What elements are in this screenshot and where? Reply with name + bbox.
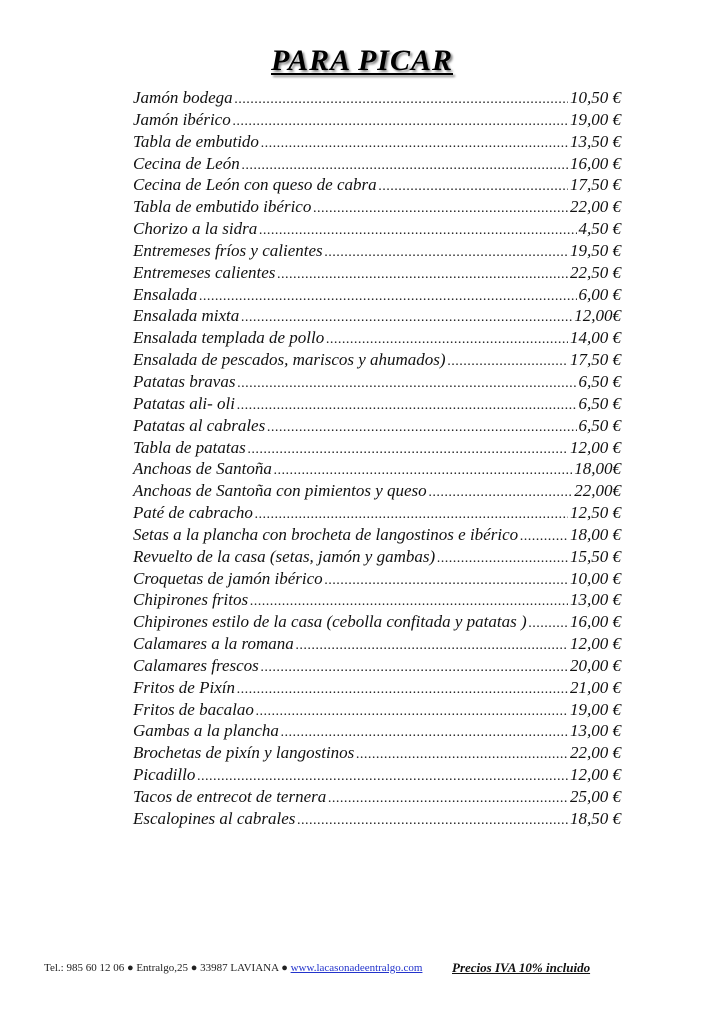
dot-leader bbox=[261, 656, 568, 676]
menu-item-price: 19,50 € bbox=[570, 240, 621, 260]
iva-note: Precios IVA 10% incluido bbox=[452, 960, 591, 975]
menu-item-name: Cecina de León con queso de cabra bbox=[133, 175, 377, 195]
menu-item bbox=[133, 350, 621, 372]
menu-item-price: 18,00 € bbox=[570, 524, 621, 544]
menu-item-price: 6,50 € bbox=[578, 415, 621, 435]
dot-leader bbox=[379, 175, 568, 195]
dot-leader bbox=[529, 612, 568, 632]
dot-leader bbox=[261, 132, 568, 152]
menu-item-name: Ensalada templada de pollo bbox=[133, 328, 325, 348]
menu-item bbox=[133, 306, 621, 328]
menu-item-name: Fritos de bacalao bbox=[133, 699, 254, 719]
dot-leader bbox=[325, 241, 568, 261]
dot-leader bbox=[241, 306, 572, 326]
contact-info: Tel.: 985 60 12 06 ● Entralgo,25 ● 33987 LAVIANA ● bbox=[44, 962, 291, 974]
website-link[interactable]: www.lacasonadeentralgo.com bbox=[290, 962, 423, 974]
menu-item-name: Tabla de patatas bbox=[133, 437, 246, 457]
menu-item bbox=[133, 678, 621, 700]
dot-leader bbox=[328, 787, 568, 807]
menu-item bbox=[133, 656, 621, 678]
dot-leader bbox=[255, 503, 568, 523]
menu-item-price: 22,00€ bbox=[574, 481, 621, 501]
menu-item-price: 22,50 € bbox=[570, 262, 621, 282]
menu-item-name: Ensalada de pescados, mariscos y ahumados) bbox=[133, 350, 446, 370]
dot-leader bbox=[437, 547, 568, 567]
menu-item-price: 12,50 € bbox=[570, 503, 621, 523]
dot-leader bbox=[197, 765, 568, 785]
menu-item-name: Tacos de entrecot de ternera bbox=[133, 787, 327, 806]
menu-item-name: Entremeses calientes bbox=[133, 262, 276, 282]
menu-item-price: 12,00€ bbox=[574, 306, 621, 326]
menu-item-name: Fritos de Pixín bbox=[133, 677, 235, 697]
menu-item-name: Ensalada mixta bbox=[133, 306, 240, 326]
dot-leader bbox=[233, 110, 568, 130]
footer-contact bbox=[44, 962, 422, 974]
dot-leader bbox=[256, 700, 568, 720]
menu-item bbox=[133, 459, 621, 481]
dot-leader bbox=[235, 88, 568, 108]
dot-leader bbox=[326, 328, 568, 348]
menu-item bbox=[133, 175, 621, 197]
dot-leader bbox=[356, 743, 568, 763]
menu-item bbox=[133, 590, 621, 612]
menu-item-name: Jamón ibérico bbox=[133, 109, 231, 129]
menu-item-price: 16,00 € bbox=[570, 153, 621, 173]
menu-item-name: Setas a la plancha con brocheta de langostinos e ibérico bbox=[133, 524, 519, 544]
menu-list bbox=[133, 88, 621, 831]
dot-leader bbox=[237, 678, 568, 698]
menu-item-name: Revuelto de la casa (setas, jamón y gambas) bbox=[133, 546, 436, 566]
dot-leader bbox=[199, 285, 576, 305]
menu-item bbox=[133, 263, 621, 285]
menu-item-price: 21,00 € bbox=[570, 677, 621, 697]
menu-item bbox=[133, 721, 621, 743]
menu-item-name: Patatas ali- oli bbox=[133, 393, 235, 413]
menu-item-price: 18,00€ bbox=[574, 459, 621, 479]
menu-item-price: 19,00 € bbox=[570, 699, 621, 719]
menu-item-price: 13,00 € bbox=[570, 590, 621, 610]
dot-leader bbox=[277, 263, 568, 283]
menu-item-price: 22,00 € bbox=[570, 743, 621, 763]
page-title: PARA PICAR bbox=[270, 44, 453, 77]
menu-item-price: 15,50 € bbox=[570, 546, 621, 566]
menu-item-name: Brochetas de pixín y langostinos bbox=[133, 743, 355, 763]
dot-leader bbox=[267, 416, 576, 436]
menu-item-name: Gambas a la plancha bbox=[133, 721, 279, 741]
menu-item-price: 17,50 € bbox=[570, 350, 621, 370]
menu-item bbox=[133, 809, 621, 831]
menu-item-name: Patatas al cabrales bbox=[133, 415, 266, 435]
menu-item bbox=[133, 219, 621, 241]
menu-item-name: Calamares frescos bbox=[133, 655, 259, 675]
menu-item bbox=[133, 88, 621, 110]
menu-item bbox=[133, 416, 621, 438]
dot-leader bbox=[281, 721, 568, 741]
menu-item-name: Chipirones fritos bbox=[133, 590, 249, 610]
menu-item-price: 13,50 € bbox=[570, 131, 621, 151]
menu-item bbox=[133, 394, 621, 416]
menu-item-name: Chorizo a la sidra bbox=[133, 219, 258, 239]
menu-item-price: 13,00 € bbox=[570, 721, 621, 741]
dot-leader bbox=[296, 634, 568, 654]
menu-item-price: 4,50 € bbox=[578, 219, 621, 239]
menu-item-price: 12,00 € bbox=[570, 765, 621, 785]
menu-item-price: 18,50 € bbox=[570, 808, 621, 828]
dot-leader bbox=[448, 350, 568, 370]
menu-item-price: 16,00 € bbox=[570, 612, 621, 632]
menu-item-price: 6,00 € bbox=[578, 284, 621, 304]
menu-item-name: Escalopines al cabrales bbox=[133, 808, 296, 828]
dot-leader bbox=[250, 590, 568, 610]
menu-item-name: Entremeses fríos y calientes bbox=[133, 240, 323, 260]
menu-item-name: Jamón bodega bbox=[133, 88, 233, 107]
menu-item-price: 6,50 € bbox=[578, 371, 621, 391]
menu-item-name: Paté de cabracho bbox=[133, 503, 253, 523]
menu-item-price: 10,00 € bbox=[570, 568, 621, 588]
menu-item-price: 6,50 € bbox=[578, 393, 621, 413]
menu-item-name: Anchoas de Santoña con pimientos y queso bbox=[133, 481, 427, 501]
menu-item bbox=[133, 438, 621, 460]
menu-item-name: Patatas bravas bbox=[133, 371, 236, 391]
menu-item bbox=[133, 569, 621, 591]
menu-item bbox=[133, 154, 621, 176]
menu-item-name: Chipirones estilo de la casa (cebolla confitada y patatas ) bbox=[133, 612, 527, 632]
menu-item bbox=[133, 787, 621, 809]
menu-item bbox=[133, 110, 621, 132]
dot-leader bbox=[237, 394, 577, 414]
menu-item bbox=[133, 503, 621, 525]
dot-leader bbox=[313, 197, 568, 217]
menu-item-price: 25,00 € bbox=[570, 787, 621, 806]
menu-item bbox=[133, 612, 621, 634]
menu-item-name: Ensalada bbox=[133, 284, 198, 304]
menu-item-price: 10,50 € bbox=[570, 88, 621, 107]
menu-item-price: 19,00 € bbox=[570, 109, 621, 129]
menu-item bbox=[133, 328, 621, 350]
menu-item-name: Tabla de embutido ibérico bbox=[133, 197, 312, 217]
menu-item-price: 22,00 € bbox=[570, 197, 621, 217]
dot-leader bbox=[237, 372, 576, 392]
menu-item-price: 12,00 € bbox=[570, 634, 621, 654]
menu-item bbox=[133, 197, 621, 219]
menu-item bbox=[133, 634, 621, 656]
menu-item-price: 12,00 € bbox=[570, 437, 621, 457]
menu-item-price: 20,00 € bbox=[570, 655, 621, 675]
menu-item-name: Croquetas de jamón ibérico bbox=[133, 568, 323, 588]
menu-item-name: Anchoas de Santoña bbox=[133, 459, 272, 479]
dot-leader bbox=[429, 481, 573, 501]
menu-item-name: Calamares a la romana bbox=[133, 634, 294, 654]
menu-item bbox=[133, 285, 621, 307]
menu-item-name: Picadillo bbox=[133, 765, 196, 785]
menu-item-name: Cecina de León bbox=[133, 153, 240, 173]
menu-item bbox=[133, 743, 621, 765]
menu-item bbox=[133, 132, 621, 154]
dot-leader bbox=[259, 219, 576, 239]
menu-item bbox=[133, 547, 621, 569]
menu-item bbox=[133, 372, 621, 394]
dot-leader bbox=[297, 809, 568, 829]
menu-item-price: 14,00 € bbox=[570, 328, 621, 348]
menu-item-price: 17,50 € bbox=[570, 175, 621, 195]
menu-item bbox=[133, 525, 621, 547]
dot-leader bbox=[520, 525, 568, 545]
menu-item bbox=[133, 481, 621, 503]
dot-leader bbox=[248, 438, 568, 458]
menu-item-name: Tabla de embutido bbox=[133, 131, 259, 151]
menu-item bbox=[133, 765, 621, 787]
dot-leader bbox=[274, 459, 572, 479]
menu-item bbox=[133, 241, 621, 263]
dot-leader bbox=[242, 154, 568, 174]
dot-leader bbox=[325, 569, 568, 589]
menu-item bbox=[133, 700, 621, 722]
